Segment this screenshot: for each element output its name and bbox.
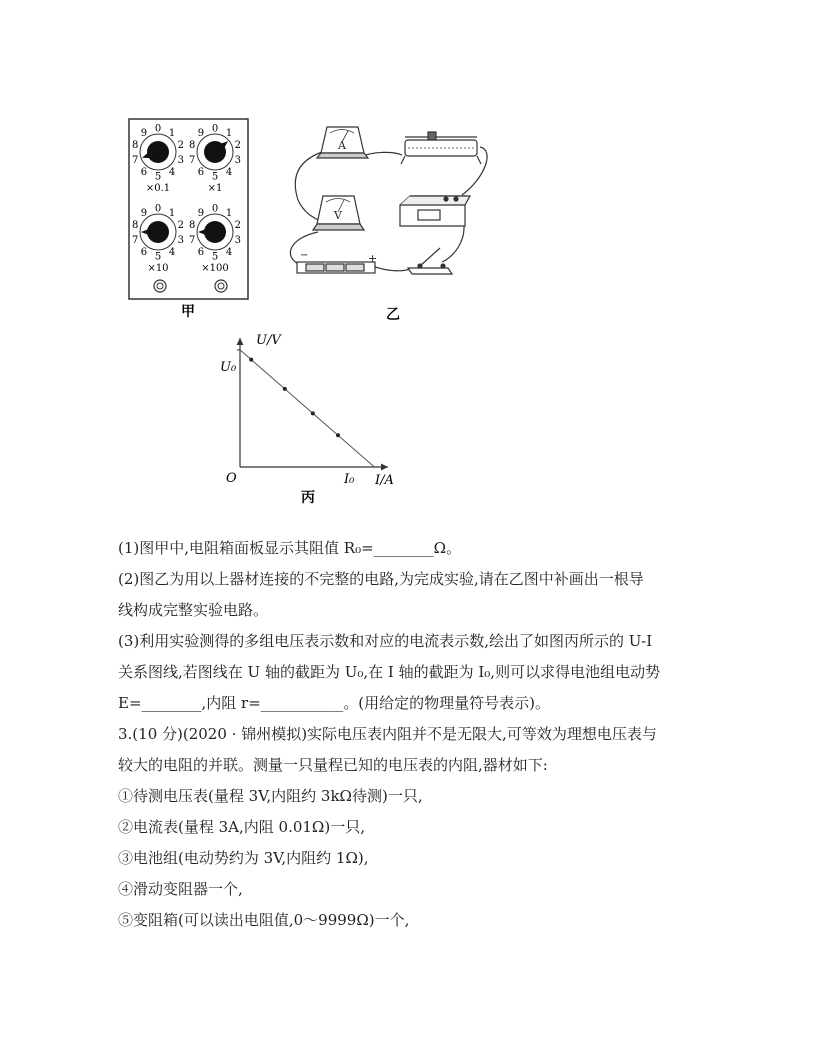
ui-graph bbox=[220, 333, 394, 506]
dial-digit: 3 bbox=[177, 154, 185, 166]
wire-ammeter-left bbox=[295, 152, 322, 200]
dial-digit: 6 bbox=[197, 246, 205, 258]
y-axis-arrow bbox=[237, 338, 244, 345]
dial-digit: 4 bbox=[168, 246, 176, 258]
dial-digit: 0 bbox=[211, 203, 219, 215]
dial-digit: 3 bbox=[234, 234, 242, 246]
battery-positive-sign: + bbox=[368, 252, 378, 265]
dial-digit: 3 bbox=[234, 154, 242, 166]
dial-digit: 6 bbox=[197, 166, 205, 178]
dial-digit: 0 bbox=[154, 123, 162, 135]
voltmeter bbox=[313, 196, 364, 230]
data-point bbox=[311, 411, 315, 415]
origin-label: O bbox=[226, 471, 237, 486]
resistance-box-figure bbox=[129, 119, 248, 320]
text-line: (1)图甲中,电阻箱面板显示其阻值 R₀=________Ω。 bbox=[118, 539, 462, 557]
dial-digit: 2 bbox=[234, 220, 242, 232]
dial-digit: 2 bbox=[234, 140, 242, 152]
battery-negative-sign: − bbox=[300, 250, 309, 261]
dial-multiplier-label: ×1 bbox=[207, 183, 223, 194]
x-axis-arrow bbox=[381, 464, 388, 471]
dial-digit: 7 bbox=[188, 154, 196, 166]
y-axis-label: U/V bbox=[256, 333, 281, 348]
text-line: ⑤变阻箱(可以读出电阻值,0～9999Ω)一个, bbox=[118, 911, 410, 929]
dial-digit: 6 bbox=[140, 246, 148, 258]
fit-line bbox=[240, 350, 374, 467]
dial-multiplier-label: ×100 bbox=[201, 263, 229, 274]
data-point bbox=[336, 433, 340, 437]
text-line: 关系图线,若图线在 U 轴的截距为 U₀,在 I 轴的截距为 I₀,则可以求得电池组电动势 bbox=[118, 663, 661, 681]
text-line: (3)利用实验测得的多组电压表示数和对应的电流表示数,绘出了如图丙所示的 U-I bbox=[118, 632, 653, 650]
dial-digit: 4 bbox=[225, 166, 233, 178]
wire-battery-switch bbox=[372, 266, 412, 271]
dial-digit: 8 bbox=[188, 220, 196, 232]
dial-digit: 8 bbox=[131, 220, 139, 232]
dial-digit: 4 bbox=[225, 246, 233, 258]
dial-digit: 7 bbox=[188, 234, 196, 246]
dial-digit: 5 bbox=[211, 251, 219, 263]
y-intercept-label: U₀ bbox=[220, 360, 237, 375]
circuit-figure bbox=[290, 127, 487, 274]
text-line: ②电流表(量程 3A,内阻 0.01Ω)一只, bbox=[118, 818, 365, 836]
dial-digit: 1 bbox=[168, 208, 176, 220]
dial-digit: 1 bbox=[225, 208, 233, 220]
dial-digit: 3 bbox=[177, 234, 185, 246]
dial-digit: 5 bbox=[154, 251, 162, 263]
ammeter bbox=[317, 127, 368, 158]
text-line: (2)图乙为用以上器材连接的不完整的电路,为完成实验,请在乙图中补画出一根导 bbox=[118, 570, 644, 588]
text-line: E=________,内阻 r=___________。(用给定的物理量符号表示)。 bbox=[118, 694, 550, 712]
dial-digit: 2 bbox=[177, 220, 185, 232]
dial-digit: 9 bbox=[140, 128, 148, 140]
text-line: ④滑动变阻器一个, bbox=[118, 880, 243, 898]
data-point bbox=[283, 387, 287, 391]
text-line: ③电池组(电动势约为 3V,内阻约 1Ω), bbox=[118, 849, 369, 867]
dial-digit: 9 bbox=[197, 208, 205, 220]
caption-yi: 乙 bbox=[386, 307, 400, 323]
meter-box bbox=[400, 196, 470, 226]
data-point bbox=[249, 358, 253, 362]
caption-jia: 甲 bbox=[181, 304, 195, 320]
dial-digit: 0 bbox=[154, 203, 162, 215]
figures-area bbox=[0, 0, 816, 520]
dial-digit: 8 bbox=[188, 140, 196, 152]
text-line: 3.(10 分)(2020 · 锦州模拟)实际电压表内阻并不是无限大,可等效为理想电压表与 bbox=[118, 725, 657, 743]
x-intercept-label: I₀ bbox=[344, 472, 355, 487]
dial-digit: 1 bbox=[168, 128, 176, 140]
rheostat bbox=[401, 132, 481, 164]
voltmeter-label: V bbox=[334, 209, 342, 222]
dial-digit: 4 bbox=[168, 166, 176, 178]
x-axis-label: I/A bbox=[375, 473, 394, 488]
dial-digit: 5 bbox=[154, 171, 162, 183]
dial-digit: 7 bbox=[131, 234, 139, 246]
dial-digit: 7 bbox=[131, 154, 139, 166]
text-line: 线构成完整实验电路。 bbox=[118, 601, 269, 619]
dial-digit: 9 bbox=[140, 208, 148, 220]
text-line: ①待测电压表(量程 3V,内阻约 3kΩ待测)一只, bbox=[118, 787, 423, 805]
dial-digit: 2 bbox=[177, 140, 185, 152]
dial-digit: 8 bbox=[131, 140, 139, 152]
dial-multiplier-label: ×10 bbox=[147, 263, 169, 274]
dial-digit: 9 bbox=[197, 128, 205, 140]
dial-multiplier-label: ×0.1 bbox=[145, 183, 171, 194]
caption-bing: 丙 bbox=[301, 490, 315, 506]
problem-text bbox=[118, 533, 718, 936]
dial-digit: 6 bbox=[140, 166, 148, 178]
dial-digit: 1 bbox=[225, 128, 233, 140]
dial-digit: 5 bbox=[211, 171, 219, 183]
ammeter-label: A bbox=[338, 139, 346, 152]
battery-pack bbox=[297, 250, 377, 273]
text-line: 较大的电阻的并联。测量一只量程已知的电压表的内阻,器材如下: bbox=[118, 756, 548, 774]
dial-digit: 0 bbox=[211, 123, 219, 135]
